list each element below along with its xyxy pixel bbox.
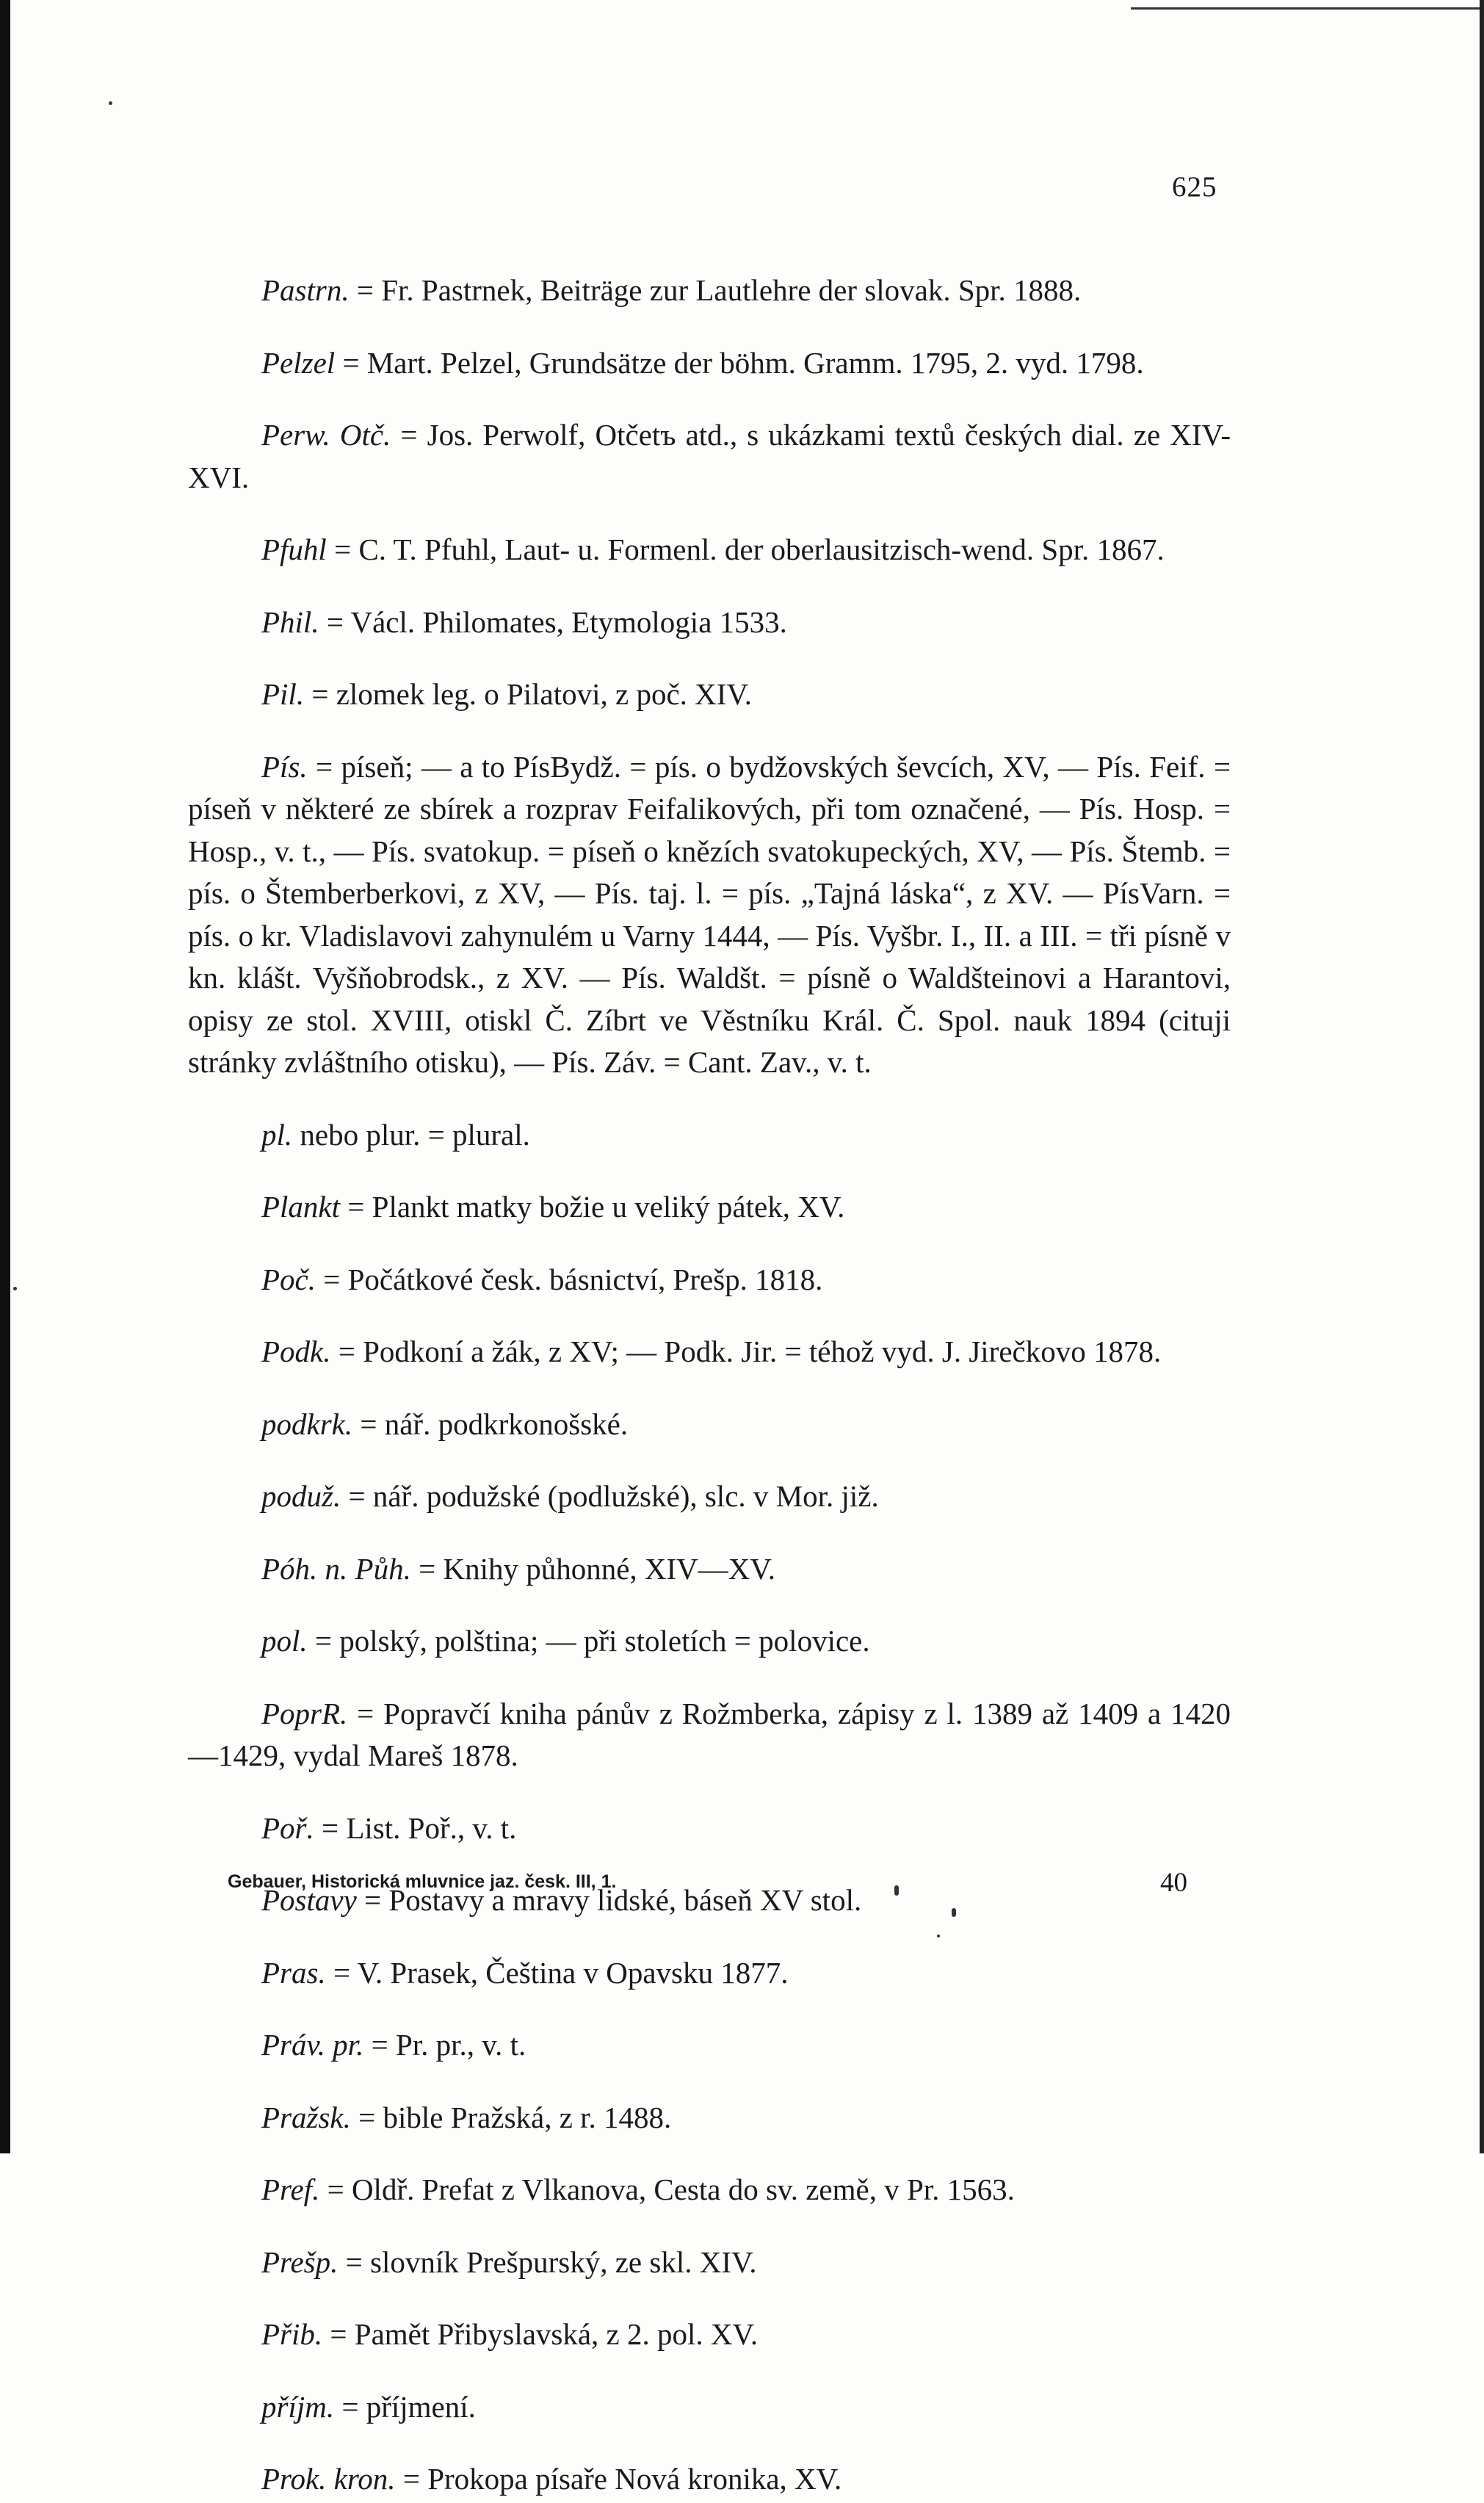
entry-abbr: Poč. [261,1262,316,1296]
entry-abbr: Prok. kron. [261,2462,396,2496]
entry-text: nář. podužské (podlužské), slc. v Mor. již. [372,1479,879,1513]
list-item: Prešp. = slovník Prešpurský, ze skl. XIV. [261,2244,757,2279]
list-item: Podk. = Podkoní a žák, z XV; — Podk. Jir. = téhož vyd. J. Jirečkovo 1878. [261,1334,1162,1368]
entry-abbr: Pref. [261,2172,320,2206]
entry-text: zlomek leg. o Pilatovi, z poč. XIV. [336,677,753,711]
entry-text: Prokopa písaře Nová kronika, XV. [427,2462,842,2496]
list-item: Postavy = Postavy a mravy lidské, báseň XV stol. [261,1883,862,1917]
list-item: Pís. = píseň; — a to PísBydž. = pís. o bydžovských ševcích, XV, — Pís. Feif. = píseň v některé ze sbírek a rozprav Feifalikových, při tom označené, — Pís. Hosp. = Hosp., v. t., — Pís. svatokup. = píseň o knězích svatokupeckých, XV, — Pís. Štemb. = pís. o Štemberberkovi, z XV, — Pís. taj. l. = pís. „Tajná láska“, z XV. — PísVarn. = pís. o kr. Vladislavovi zahynulém u Varny 1444, — Pís. Vyšbr. I., II. a III. = tři písně v kn. klášt. Vyšňobrodsk., z XV. — Pís. Waldšt. = písně o Waldšteinovi a Harantovi, opisy ze stol. XVIII, otiskl Č. Zíbrt ve Věstníku Král. Č. Spol. nauk 1894 (cituji stránky zvláštního otisku), — Pís. Záv. = Cant. Zav., v. t. [188,749,1231,1079]
entry-abbr: poduž. [261,1479,341,1513]
list-item: Práv. pr. = Pr. pr., v. t. [261,2028,526,2062]
entry-abbr: Přib. [261,2317,323,2351]
list-item: PoprR. = Popravčí kniha pánův z Rožmberka, zápisy z l. 1389 až 1409 a 1420—1429, vydal Mareš 1878. [188,1696,1231,1772]
entry-abbr: příjm. [261,2389,335,2424]
entry-text: píseň; — a to PísBydž. = pís. o bydžovských ševcích, XV, — Pís. Feif. = píseň v některé ze sbírek a rozprav Feifalikových, při tom označené, — Pís. Hosp. = Hosp., v. t., — Pís. svatokup. = píseň o knězích svatokupeckých, XV, — Pís. Štemb. = pís. o Štemberberkovi, z XV, — Pís. taj. l. = pís. „Tajná láska“, z XV. — PísVarn. = pís. o kr. Vladislavovi zahynulém u Varny 1444, — Pís. Vyšbr. I., II. a III. = tři písně v kn. klášt. Vyšňobrodsk., z XV. — Pís. Waldšt. = písně o Waldšteinovi a Harantovi, opisy ze stol. XVIII, otiskl Č. Zíbrt ve Věstníku Král. Č. Spol. nauk 1894 (cituji stránky zvláštního otisku), — Pís. Záv. = Cant. Zav., v. t. [188,749,1231,1079]
list-item: Póh. n. Půh. = Knihy půhonné, XIV—XV. [261,1551,775,1586]
entry-text: Knihy půhonné, XIV—XV. [443,1551,775,1586]
entry-abbr: Pfuhl [261,532,327,566]
entry-abbr: Pil. [261,677,305,711]
list-item: pol. = polský, polština; — při stoletích = polovice. [261,1624,870,1658]
entry-text: nebo plur. = plural. [300,1117,530,1152]
scan-border-right [1480,0,1484,2153]
entry-text: Plankt matky božie u veliký pátek, XV. [372,1190,845,1224]
entry-text: Václ. Philomates, Etymologia 1533. [350,604,787,639]
list-item: Phil. = Václ. Philomates, Etymologia 1533. [261,604,787,639]
signature-mark: 40 [1160,1868,1187,1898]
entry-abbr: pl. [261,1117,293,1152]
entry-text: Popravčí kniha pánův z Rožmberka, zápisy z l. 1389 až 1409 a 1420—1429, vydal Mareš 1878. [188,1696,1231,1772]
list-item: Perw. Otč. = Jos. Perwolf, Otčetъ atd., s ukázkami textů českých dial. ze XIV-XVI. [188,418,1231,494]
scan-border-left [0,0,10,2153]
page-footer [228,1868,1204,1898]
list-item: Poř. = List. Poř., v. t. [261,1810,517,1845]
scan-speck [13,1287,17,1290]
list-item: Pražsk. = bible Pražská, z r. 1488. [261,2100,672,2134]
entry-text: Pamět Přibyslavská, z 2. pol. XV. [354,2317,759,2351]
entry-text: Podkoní a žák, z XV; — Podk. Jir. = téhož vyd. J. Jirečkovo 1878. [363,1334,1162,1368]
list-item: poduž. = nář. podužské (podlužské), slc. v Mor. již. [261,1479,879,1513]
entry-abbr: Perw. Otč. [261,418,391,452]
list-item: Prok. kron. = Prokopa písaře Nová kronika, XV. [261,2462,842,2496]
entry-text: Počátkové česk. básnictví, Prešp. 1818. [347,1262,823,1296]
entry-text: Mart. Pelzel, Grundsätze der böhm. Gramm. 1795, 2. vyd. 1798. [366,345,1144,380]
entry-text: Pr. pr., v. t. [395,2028,526,2062]
entry-text: bible Pražská, z r. 1488. [383,2100,672,2134]
list-item: Pelzel = Mart. Pelzel, Grundsätze der böhm. Gramm. 1795, 2. vyd. 1798. [261,345,1144,380]
abbreviation-list [188,239,1231,2503]
page-number: 625 [1172,171,1217,203]
entry-text: Postavy a mravy lidské, báseň XV stol. [388,1883,862,1917]
entry-text: nář. podkrkonošské. [384,1406,629,1441]
entry-abbr: pol. [261,1624,308,1658]
scan-speck [894,1885,899,1896]
list-item: podkrk. = nář. podkrkonošské. [261,1406,629,1441]
entry-abbr: Poř. [261,1810,314,1845]
list-item: Pfuhl = C. T. Pfuhl, Laut- u. Formenl. der oberlausitzisch-wend. Spr. 1867. [261,532,1165,566]
entry-abbr: Póh. n. Půh. [261,1551,411,1586]
scan-speck [952,1908,956,1917]
entry-text: List. Poř., v. t. [346,1810,517,1845]
entry-abbr: Phil. [261,604,319,639]
entry-text: Jos. Perwolf, Otčetъ atd., s ukázkami textů českých dial. ze XIV-XVI. [188,418,1231,494]
scan-border-top [1131,7,1483,10]
list-item: Pastrn. = Fr. Pastrnek, Beiträge zur Lautlehre der slovak. Spr. 1888. [261,273,1082,307]
entry-abbr: podkrk. [261,1406,353,1441]
scan-speck [937,1935,940,1937]
list-item: Pras. = V. Prasek, Čeština v Opavsku 1877. [261,1955,789,1990]
entry-text: příjmení. [366,2389,476,2424]
entry-text: Fr. Pastrnek, Beiträge zur Lautlehre der slovak. Spr. 1888. [381,273,1082,307]
list-item: Poč. = Počátkové česk. básnictví, Prešp. 1818. [261,1262,823,1296]
list-item: Plankt = Plankt matky božie u veliký pátek, XV. [261,1190,845,1224]
entry-text: slovník Prešpurský, ze skl. XIV. [370,2244,757,2279]
footer-title: Gebauer, Historická mluvnice jaz. česk. III, 1. [228,1871,617,1892]
entry-text: C. T. Pfuhl, Laut- u. Formenl. der oberlausitzisch-wend. Spr. 1867. [358,532,1165,566]
entry-abbr: Pastrn. [261,273,350,307]
entry-text: V. Prasek, Čeština v Opavsku 1877. [357,1955,789,1990]
list-item: Pil. = zlomek leg. o Pilatovi, z poč. XIV. [261,677,753,711]
entry-abbr: Prešp. [261,2244,339,2279]
entry-abbr: Pís. [261,749,308,784]
entry-text: polský, polština; — při stoletích = polovice. [339,1624,870,1658]
list-item: Přib. = Pamět Přibyslavská, z 2. pol. XV. [261,2317,759,2351]
entry-abbr: Pras. [261,1955,326,1990]
list-item: Pref. = Oldř. Prefat z Vlkanova, Cesta do sv. země, v Pr. 1563. [261,2172,1015,2206]
scan-speck [109,101,112,105]
list-item [188,1114,1231,1157]
entry-abbr: Plankt [261,1190,341,1224]
entry-text: Oldř. Prefat z Vlkanova, Cesta do sv. země, v Pr. 1563. [351,2172,1015,2206]
list-item: příjm. = příjmení. [261,2389,476,2424]
entry-abbr: Práv. pr. [261,2028,364,2062]
entry-abbr: PoprR. [261,1696,348,1730]
entry-abbr: Pelzel [261,345,336,380]
entry-abbr: Postavy [261,1883,357,1917]
entry-abbr: Pražsk. [261,2100,351,2134]
entry-abbr: Podk. [261,1334,331,1368]
